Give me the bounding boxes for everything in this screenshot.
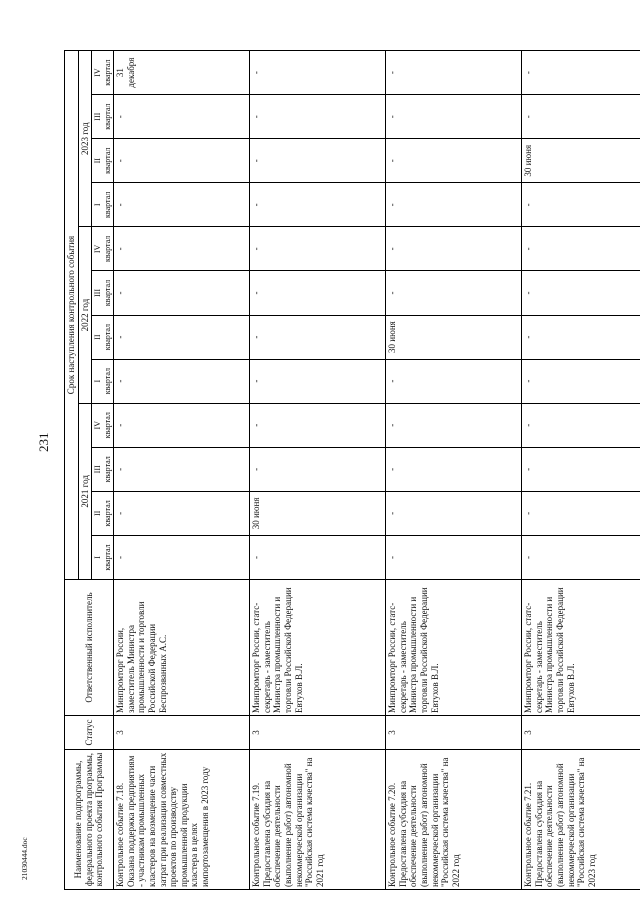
deadline-cell: - — [114, 139, 250, 183]
header-year-2023: 2023 год — [78, 51, 92, 227]
control-events-table — [64, 50, 640, 890]
deadline-cell: - — [386, 183, 522, 227]
deadline-cell: - — [522, 271, 640, 315]
deadline-cell: - — [114, 183, 250, 227]
deadline-cell: - — [522, 403, 640, 447]
deadline-cell: - — [250, 271, 386, 315]
quarter-header: I квартал — [92, 183, 114, 227]
deadline-cell: - — [522, 227, 640, 271]
deadline-cell: - — [386, 403, 522, 447]
quarter-header: IV квартал — [92, 51, 114, 95]
deadline-cell: 30 июня — [522, 139, 640, 183]
executor-cell: Минпромторг России, статс-секретарь - заместитель Министра промышленности и торговли Российской Федерации Евтухов В.Л. — [250, 580, 386, 716]
deadline-cell: - — [386, 227, 522, 271]
deadline-cell: - — [250, 95, 386, 139]
deadline-cell: - — [522, 535, 640, 579]
quarter-header: III квартал — [92, 95, 114, 139]
deadline-cell: - — [114, 491, 250, 535]
header-year-2022: 2022 год — [78, 227, 92, 403]
executor-cell: Минпромторг России, статс-секретарь - заместитель Министра промышленности и торговли Российской Федерации Евтухов В.Л. — [386, 580, 522, 716]
deadline-cell: - — [250, 535, 386, 579]
deadline-cell: - — [386, 491, 522, 535]
quarter-header: IV квартал — [92, 227, 114, 271]
deadline-cell: 31 декабря — [114, 51, 250, 95]
table-row — [114, 51, 250, 890]
status-cell: 3 — [386, 716, 522, 750]
page-number: 231 — [36, 432, 51, 452]
deadline-cell: - — [250, 183, 386, 227]
deadline-cell: - — [114, 447, 250, 491]
table-body — [114, 51, 640, 890]
quarter-header: II квартал — [92, 491, 114, 535]
deadline-cell: - — [522, 447, 640, 491]
deadline-cell: - — [386, 95, 522, 139]
table-row — [386, 51, 522, 890]
event-name-cell: Контрольное событие 7.18. Оказана поддержка предприятиям - участникам промышленных кластеров на возмещение части затрат при реализации совместных проектов по производству промышленной продукции кластера в целях импортозамещения в 2023 году — [114, 750, 250, 890]
deadline-cell: - — [114, 403, 250, 447]
deadline-cell: - — [386, 359, 522, 403]
quarter-header: II квартал — [92, 315, 114, 359]
quarter-header: II квартал — [92, 139, 114, 183]
deadline-cell: - — [522, 95, 640, 139]
deadline-cell: - — [114, 315, 250, 359]
header-deadline: Срок наступления контрольного события — [65, 51, 79, 580]
quarter-header: III квартал — [92, 271, 114, 315]
deadline-cell: - — [114, 359, 250, 403]
executor-cell: Минпромторг России, заместитель Министра промышленности и торговли Российской Федерации Беспрозванных А.С. — [114, 580, 250, 716]
deadline-cell: - — [386, 447, 522, 491]
document-id: 21030444.doc — [20, 837, 29, 880]
quarter-header: I квартал — [92, 535, 114, 579]
rotated-page-content — [64, 50, 621, 890]
deadline-cell: - — [386, 535, 522, 579]
deadline-cell: - — [114, 95, 250, 139]
deadline-cell: - — [114, 271, 250, 315]
event-name-cell: Контрольное событие 7.21. Предоставлена субсидия на обеспечение деятельности (выполнение работ) автономной некоммерческой организации "Российская система качества" на 2023 год — [522, 750, 640, 890]
status-cell: 3 — [114, 716, 250, 750]
deadline-cell: - — [114, 535, 250, 579]
event-name-cell: Контрольное событие 7.19. Предоставлена субсидия на обеспечение деятельности (выполнение работ) автономной некоммерческой организации "Российская система качества" на 2021 год — [250, 750, 386, 890]
event-name-cell: Контрольное событие 7.20. Предоставлена субсидия на обеспечение деятельности (выполнение работ) автономной некоммерческой организации "Российская система качества" на 2022 год — [386, 750, 522, 890]
deadline-cell: - — [250, 315, 386, 359]
deadline-cell: - — [522, 315, 640, 359]
status-cell: 3 — [522, 716, 640, 750]
quarter-header: III квартал — [92, 447, 114, 491]
status-cell: 3 — [250, 716, 386, 750]
deadline-cell: 30 июня — [250, 491, 386, 535]
deadline-cell: - — [250, 139, 386, 183]
header-executor: Ответственный исполнитель — [65, 580, 114, 716]
quarter-header: IV квартал — [92, 403, 114, 447]
deadline-cell: - — [386, 51, 522, 95]
table-row — [250, 51, 386, 890]
header-name: Наименование подпрограммы, федерального проекта программы, контрольного события Программы — [65, 750, 114, 890]
deadline-cell: - — [522, 51, 640, 95]
quarter-header: I квартал — [92, 359, 114, 403]
deadline-cell: - — [522, 183, 640, 227]
executor-cell: Минпромторг России, статс-секретарь - заместитель Министра промышленности и торговли Российской Федерации Евтухов В.Л. — [522, 580, 640, 716]
deadline-cell: - — [250, 447, 386, 491]
deadline-cell: - — [250, 359, 386, 403]
table-row — [522, 51, 640, 890]
deadline-cell: - — [386, 139, 522, 183]
deadline-cell: - — [386, 271, 522, 315]
deadline-cell: - — [522, 359, 640, 403]
deadline-cell: - — [250, 51, 386, 95]
deadline-cell: - — [522, 491, 640, 535]
header-year-2021: 2021 год — [78, 403, 92, 579]
deadline-cell: - — [250, 227, 386, 271]
deadline-cell: - — [114, 227, 250, 271]
deadline-cell: 30 июня — [386, 315, 522, 359]
deadline-cell: - — [250, 403, 386, 447]
header-status: Статус — [65, 716, 114, 750]
